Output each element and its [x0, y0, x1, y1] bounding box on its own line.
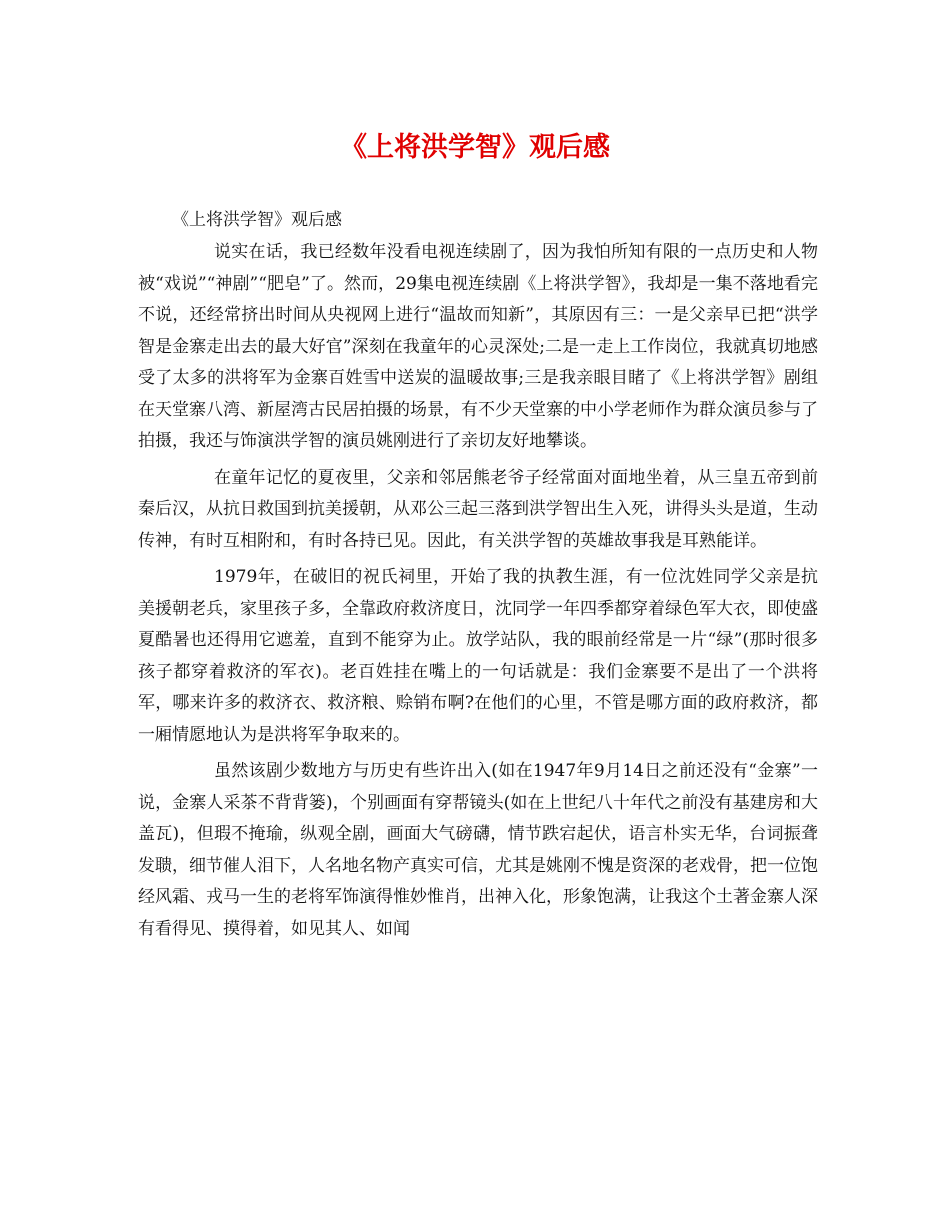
- paragraph: 在童年记忆的夏夜里，父亲和邻居熊老爷子经常面对面地坐着，从三皇五帝到前秦后汉，从抗日救国到抗美援朝，从邓公三起三落到洪学智出生入死，讲得头头是道，生动传神，有时互相附和，有时各持已见。因此，有关洪学智的英雄故事我是耳熟能详。: [138, 467, 818, 551]
- document-title: 《上将洪学智》观后感: [340, 132, 610, 163]
- paragraph: 虽然该剧少数地方与历史有些许出入(如在1947年9月14日之前还没有“金寨”一说，金寨人采茶不背背篓)，个别画面有穿帮镜头(如在上世纪八十年代之前没有基建房和大盖瓦)，但瑕不掩瑜，纵观全剧，画面大气磅礴，情节跌宕起伏，语言朴实无华，台词振聋发聩，细节催人泪下，人名地名物产真实可信，尤其是姚刚不愧是资深的老戏骨，把一位饱经风霜、戎马一生的老将军饰演得惟妙惟肖，出神入化，形象饱满，让我这个土著金寨人深有看得见、摸得着，如见其人、如闻: [138, 761, 818, 939]
- paragraph: 1979年，在破旧的祝氏祠里，开始了我的执教生涯，有一位沈姓同学父亲是抗美援朝老兵，家里孩子多，全靠政府救济度日，沈同学一年四季都穿着绿色军大衣，即使盛夏酷暑也还得用它遮羞，直到不能穿为止。放学站队，我的眼前经常是一片“绿”(那时很多孩子都穿着救济的军衣)。老百姓挂在嘴上的一句话就是：我们金寨要不是出了一个洪将军，哪来许多的救济衣、救济粮、赊销布啊?在他们的心里，不管是哪方面的政府救济，都一厢情愿地认为是洪将军争取来的。: [138, 567, 818, 745]
- paragraph: 说实在话，我已经数年没看电视连续剧了，因为我怕所知有限的一点历史和人物被“戏说”“神剧”“肥皂”了。然而，29集电视连续剧《上将洪学智》，我却是一集不落地看完不说，还经常挤出时间从央视网上进行“温故而知新”，其原因有三：一是父亲早已把“洪学智是金寨走出去的最大好官”深刻在我童年的心灵深处;二是一走上工作岗位，我就真切地感受了太多的洪将军为金寨百姓雪中送炭的温暖故事;三是我亲眼目睹了《上将洪学智》剧组在天堂寨八湾、新屋湾古民居拍摄的场景，有不少天堂寨的中小学老师作为群众演员参与了拍摄，我还与饰演洪学智的演员姚刚进行了亲切友好地攀谈。: [138, 242, 818, 451]
- document-body: [138, 237, 818, 950]
- document-subtitle: 《上将洪学智》观后感: [172, 210, 342, 230]
